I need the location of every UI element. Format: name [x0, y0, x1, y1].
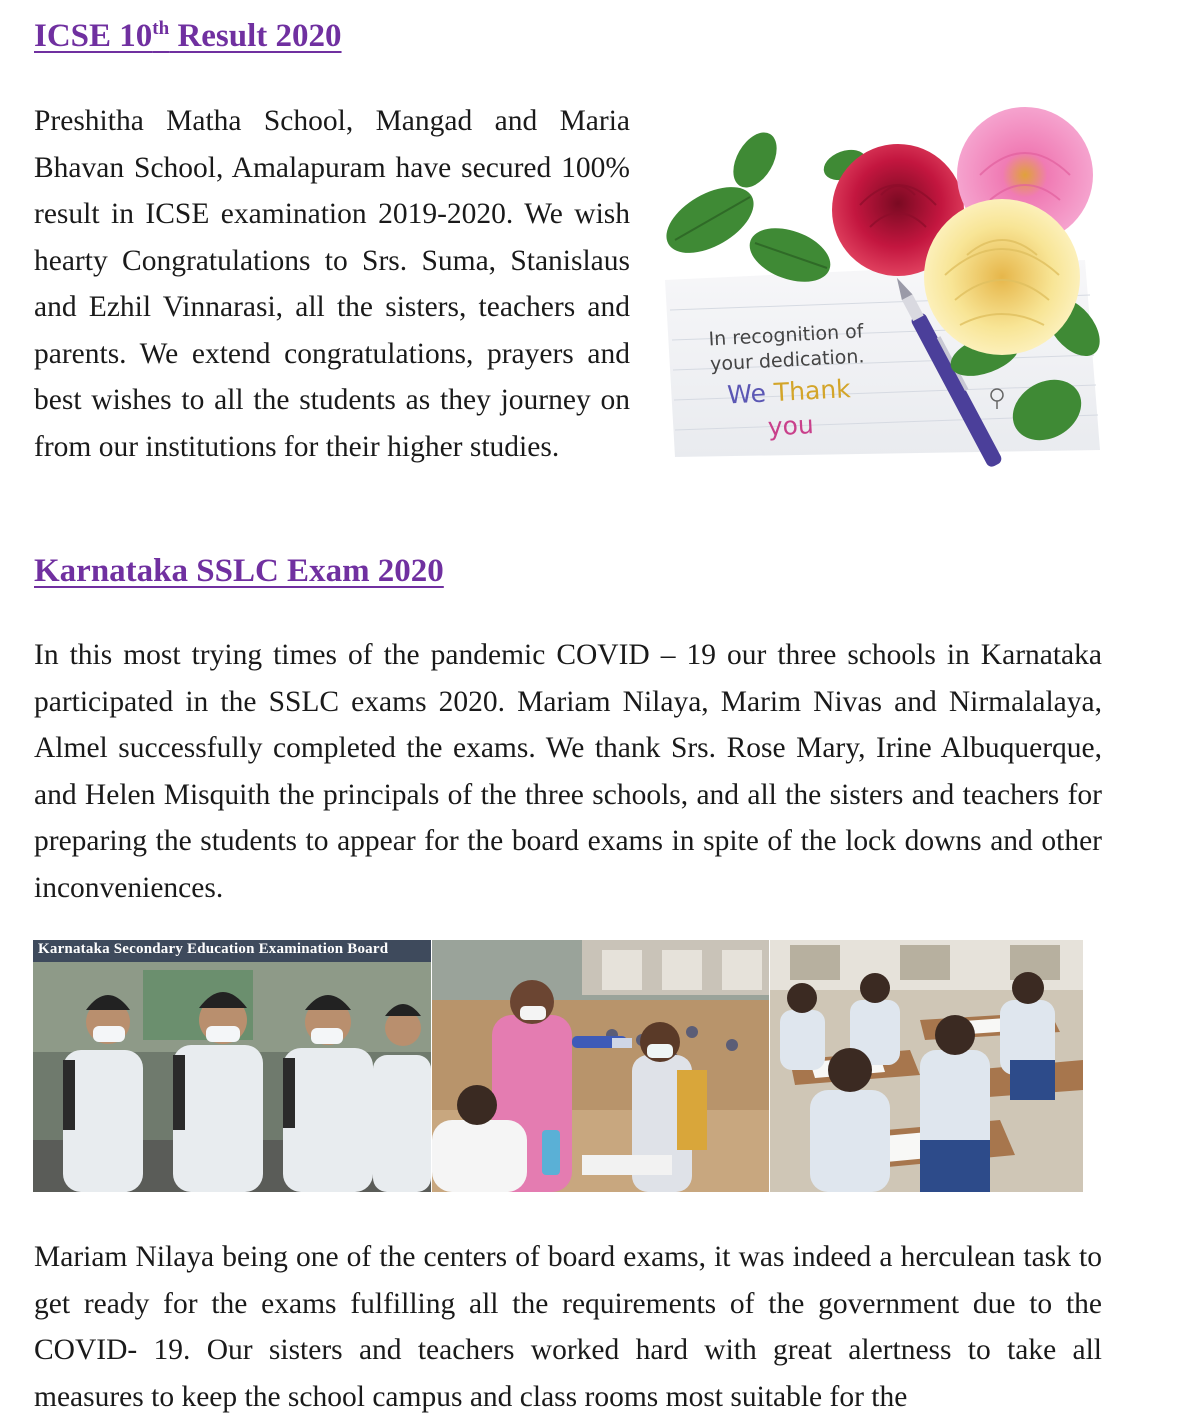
thank-card-text — [698, 319, 879, 448]
card-line-1: In recognition of — [708, 320, 864, 351]
icse-heading-prefix: ICSE 10 — [34, 18, 153, 54]
card-thanks-word-2: Thank — [773, 374, 852, 408]
card-line-2: your dedication. — [709, 345, 865, 376]
icse-heading-suffix: Result 2020 — [169, 18, 342, 54]
karnataka-sslc-paragraph: In this most trying times of the pandemic COVID – 19 our three schools in Karnataka participated in the SSLC exams 2020. Mariam Nilaya, Marim Nivas and Nirmalalaya, Almel successfully completed the exams. We thank Srs. Rose Mary, Irine Albuquerque, and Helen Misquith the principals of the three schools, and all the sisters and teachers for preparing the students to appear for the board exams in spite of the lock downs and other inconveniences. — [34, 639, 1102, 904]
card-thanks-word-1: We — [726, 378, 775, 410]
icse-result-heading — [34, 18, 342, 54]
icse-result-paragraph: Preshitha Matha School, Mangad and Maria Bhavan School, Amalapuram have secured 100% result in ICSE examination 2019-2020. We wish hearty Congratulations to Srs. Suma, Stanislaus and Ezhil Vinnarasi, all the sisters, teachers and parents. We extend congratulations, prayers and best wishes to all the students as they journey on from our institutions for their higher studies. — [34, 105, 630, 463]
students-walking-photo — [33, 940, 431, 1192]
card-thanks-word-3: you — [767, 410, 815, 442]
mariam-nilaya-paragraph: Mariam Nilaya being one of the centers of board exams, it was indeed a herculean task to get ready for the exams fulfilling all the requirements of the government due to the COVID- 19. Our sisters and teachers worked hard with great alertness to take all measures to keep the school campus and class rooms most suitable for the — [34, 1241, 1102, 1413]
icse-heading-sup: th — [152, 18, 170, 39]
temperature-check-photo — [432, 940, 769, 1192]
exam-hall-photo — [770, 940, 1083, 1192]
photo-caption: Karnataka Secondary Education Examination Board — [38, 941, 389, 957]
karnataka-sslc-heading: Karnataka SSLC Exam 2020 — [34, 553, 444, 589]
card-we-thank-you — [701, 371, 879, 448]
